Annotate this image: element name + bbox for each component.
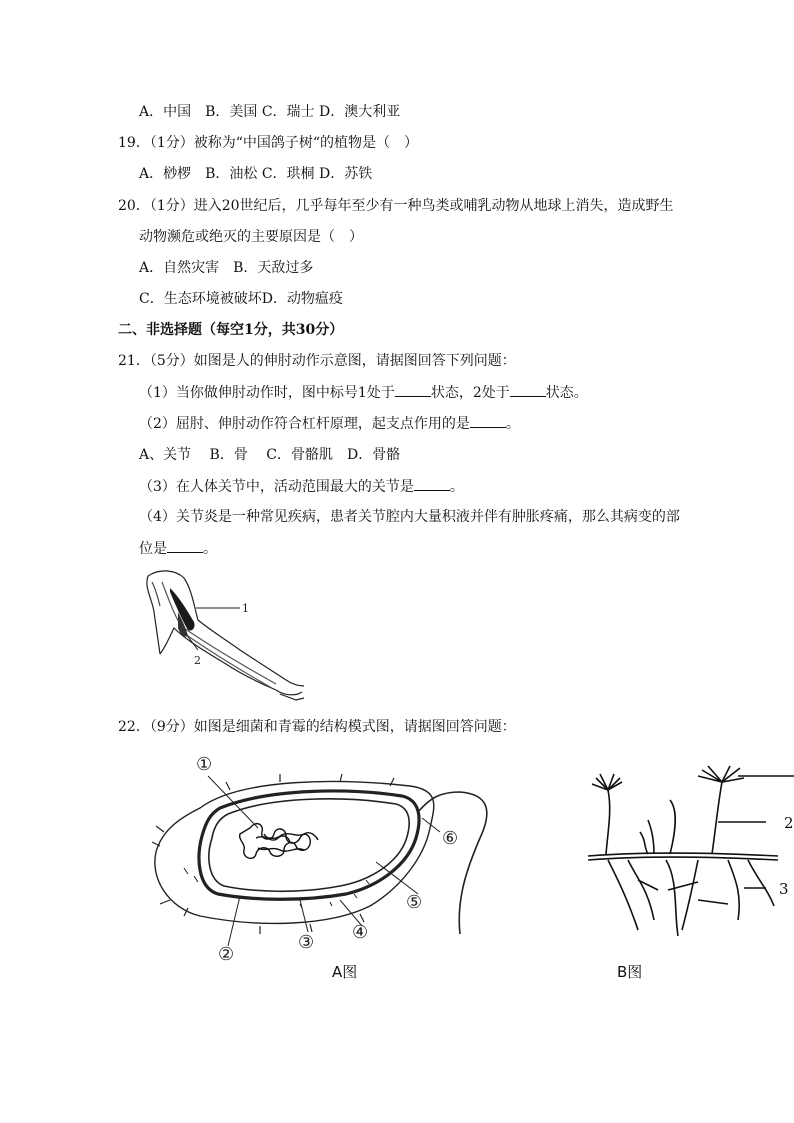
bacterium-figure: [140, 748, 510, 988]
q18-options: A．中国 B．美国 C．瑞士 D．澳大利亚: [139, 104, 401, 120]
q21-part3-text-b: 。: [449, 479, 464, 495]
q21-blank-1: [395, 382, 431, 397]
arm-label-1: 1: [242, 602, 249, 615]
q20-stem-line1: 20．（1分）进入20世纪后，几乎每年至少有一种鸟类或哺乳动物从地球上消失，造成野生: [118, 198, 674, 214]
aerial-hypha-2: [712, 782, 722, 854]
q21-part3: [139, 476, 464, 497]
q21-blank-5: [167, 538, 203, 553]
q20-options-line1: A．自然灾害 B．天敌过多: [139, 260, 314, 276]
q21-part2: [139, 413, 520, 434]
q21-blank-2: [510, 382, 546, 397]
q21-part4-line1: （4）关节炎是一种常见疾病，患者关节腔内大量积液并伴有肿胀疼痛，那么其病变的部: [139, 509, 680, 525]
figure-b-caption: B图: [617, 963, 643, 981]
q21-part3-text-a: （3）在人体关节中，活动范围最大的关节是: [139, 479, 414, 495]
q22-stem: 22．（9分）如图是细菌和青霉的结构模式图，请据图回答问题：: [118, 719, 516, 735]
surface-mycelium: [588, 853, 778, 856]
bacterium-label-5: ⑤: [406, 892, 423, 913]
q20-options-line2: C．生态环境被破坏D．动物瘟疫: [139, 291, 343, 307]
penicillium-leaders: [718, 776, 794, 888]
q21-stem: 21．（5分）如图是人的伸肘动作示意图，请据图回答下列问题：: [118, 353, 516, 369]
arm-extension-figure: [140, 568, 310, 708]
q21-part2-text-a: （2）屈肘、伸肘动作符合杠杆原理，起支点作用的是: [139, 416, 470, 432]
q21-part4-line2: [139, 538, 217, 559]
q21-blank-3: [470, 413, 506, 428]
penicillium-label-2: 2: [784, 814, 794, 832]
q21-part4-text-b: 。: [203, 541, 217, 557]
conidiophore-2: [698, 766, 744, 782]
q21-blank-4: [414, 476, 450, 491]
dna-nucleoid: [240, 824, 318, 859]
surface-mycelium-2: [588, 857, 778, 860]
q19-options: A．桫椤 B．油松 C．珙桐 D．苏铁: [139, 166, 373, 182]
figure-a-caption: A图: [332, 963, 358, 981]
conidiophore-1: [592, 774, 622, 790]
q21-part1: [139, 382, 588, 403]
bacterium-label-2: ②: [218, 944, 235, 965]
q21-part1-text-a: （1）当你做伸肘动作时，图中标号1处于: [139, 385, 395, 401]
q21-part1-text-c: 状态。: [545, 385, 588, 401]
flagellum: [418, 792, 487, 934]
q21-part4-text-a: 位是: [139, 541, 167, 557]
substrate-hyphae: [608, 860, 774, 936]
section-heading: 二、非选择题（每空1分，共30分）: [118, 322, 344, 338]
young-hyphae: [640, 800, 675, 854]
bacterium-label-3: ③: [298, 932, 315, 953]
bacterium-label-4: ④: [352, 922, 369, 943]
q21-part2-options: A、关节 B．骨 C．骨骼肌 D．骨骼: [139, 447, 401, 463]
penicillium-label-3: 3: [779, 880, 789, 898]
q21-part2-text-b: 。: [505, 416, 520, 432]
aerial-hypha-1: [606, 790, 610, 854]
q21-part1-text-b: 状态，2处于: [430, 385, 510, 401]
capsule-spikes: [152, 774, 394, 934]
arm-label-2: 2: [194, 654, 201, 667]
q20-stem-line2: 动物濒危或绝灭的主要原因是（ ）: [139, 229, 363, 245]
bacterium-label-1: ①: [196, 754, 213, 775]
penicillium-figure: [578, 760, 794, 950]
q19-stem: 19．（1分）被称为“中国鸽子树“的植物是（ ）: [118, 135, 419, 151]
bacterium-label-6: ⑥: [442, 828, 459, 849]
